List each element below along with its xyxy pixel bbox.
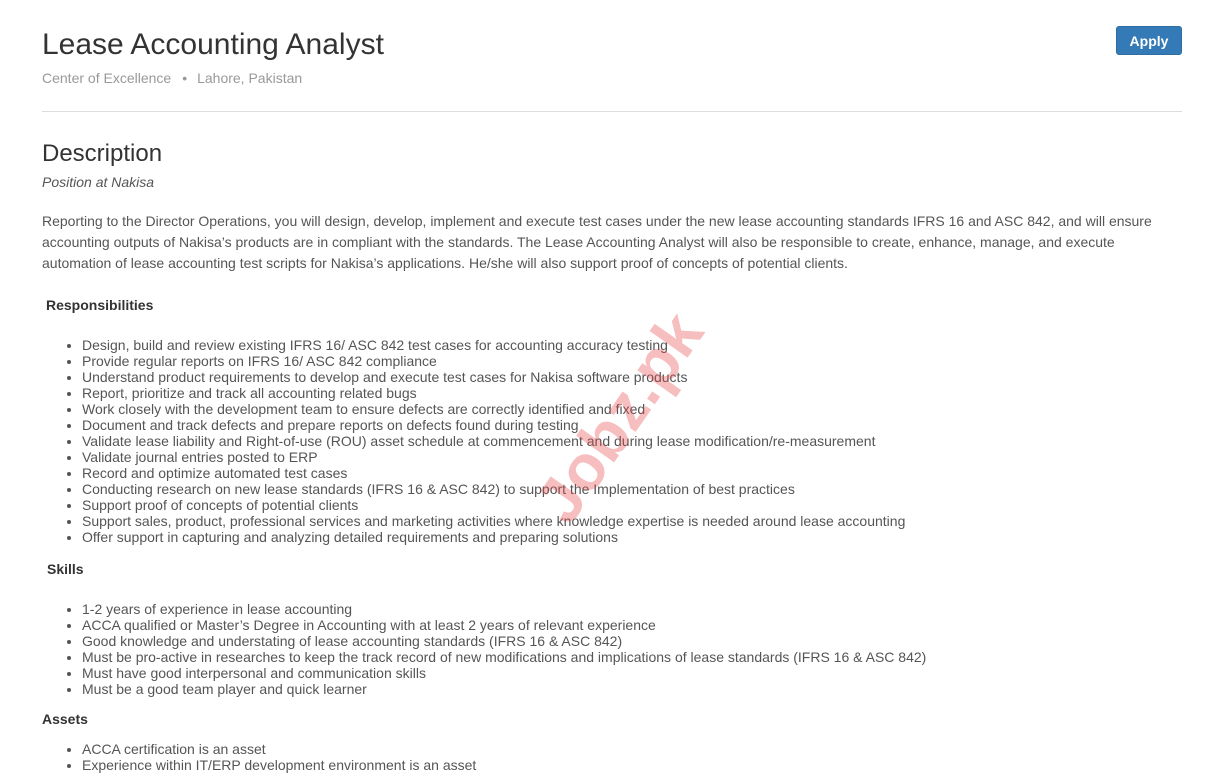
list-item: • 1-2 years of experience in lease accounting — [82, 601, 1182, 617]
list-item: • Must be pro-active in researches to keep the track record of new modifications and implications of lease standards (IFRS 16 & ASC 842) — [82, 649, 1182, 665]
header-divider — [42, 111, 1182, 112]
list-item: • Report, prioritize and track all accounting related bugs — [82, 385, 1182, 401]
description-heading: Description — [42, 140, 163, 167]
meta-separator: • — [182, 70, 188, 86]
skills-list — [42, 601, 1182, 697]
list-item: • Provide regular reports on IFRS 16/ ASC 842 compliance — [82, 353, 1182, 369]
description-intro: Reporting to the Director Operations, you will design, develop, implement and execute test cases under the new lease accounting standards IFRS 16 and ASC 842, and will ensure accounting outputs of Nakisa’s products are in compliant with the standards. The Lease Accounting Analyst will also be responsible to create, enhance, manage, and execute automation of lease accounting test scripts for Nakisa’s applications. He/she will also support proof of concepts of potential clients. — [42, 213, 1152, 271]
list-item: • ACCA qualified or Master’s Degree in Accounting with at least 2 years of relevant experience — [82, 617, 1182, 633]
list-item: • Work closely with the development team to ensure defects are correctly identified and fixed — [82, 401, 1182, 417]
list-item: • Conducting research on new lease standards (IFRS 16 & ASC 842) to support the Implementation of best practices — [82, 481, 1182, 497]
list-item: • Must be a good team player and quick learner — [82, 681, 1182, 697]
job-title: Lease Accounting Analyst — [42, 28, 384, 61]
skills-heading: Skills — [47, 561, 84, 577]
list-item: • Validate lease liability and Right-of-use (ROU) asset schedule at commencement and during lease modification/re-measurement — [82, 433, 1182, 449]
jobz-watermark: Jobz.pk — [521, 298, 717, 536]
apply-button[interactable]: Apply — [1116, 26, 1182, 55]
list-item: • Support sales, product, professional services and marketing activities where knowledge expertise is needed around lease accounting — [82, 513, 1182, 529]
responsibilities-heading: Responsibilities — [46, 297, 154, 313]
list-item: • Support proof of concepts of potential clients — [82, 497, 1182, 513]
list-item: • Understand product requirements to develop and execute test cases for Nakisa software products — [82, 369, 1182, 385]
assets-list — [42, 741, 1182, 773]
list-item: • ACCA certification is an asset — [82, 741, 1182, 757]
list-item: • Offer support in capturing and analyzing detailed requirements and preparing solutions — [82, 529, 1182, 545]
list-item: • Validate journal entries posted to ERP — [82, 449, 1182, 465]
position-subheading: Position at Nakisa — [42, 174, 155, 190]
department-label: Center of Excellence — [42, 70, 172, 86]
location-label: Lahore, Pakistan — [197, 70, 303, 86]
list-item: • Record and optimize automated test cases — [82, 465, 1182, 481]
job-meta — [42, 70, 302, 86]
responsibilities-list — [42, 337, 1182, 545]
list-item: • Design, build and review existing IFRS 16/ ASC 842 test cases for accounting accuracy testing — [82, 337, 1182, 353]
assets-heading: Assets — [42, 711, 88, 727]
list-item: • Must have good interpersonal and communication skills — [82, 665, 1182, 681]
list-item: • Good knowledge and understating of lease accounting standards (IFRS 16 & ASC 842) — [82, 633, 1182, 649]
list-item: • Document and track defects and prepare reports on defects found during testing — [82, 417, 1182, 433]
list-item: • Experience within IT/ERP development environment is an asset — [82, 757, 1182, 773]
